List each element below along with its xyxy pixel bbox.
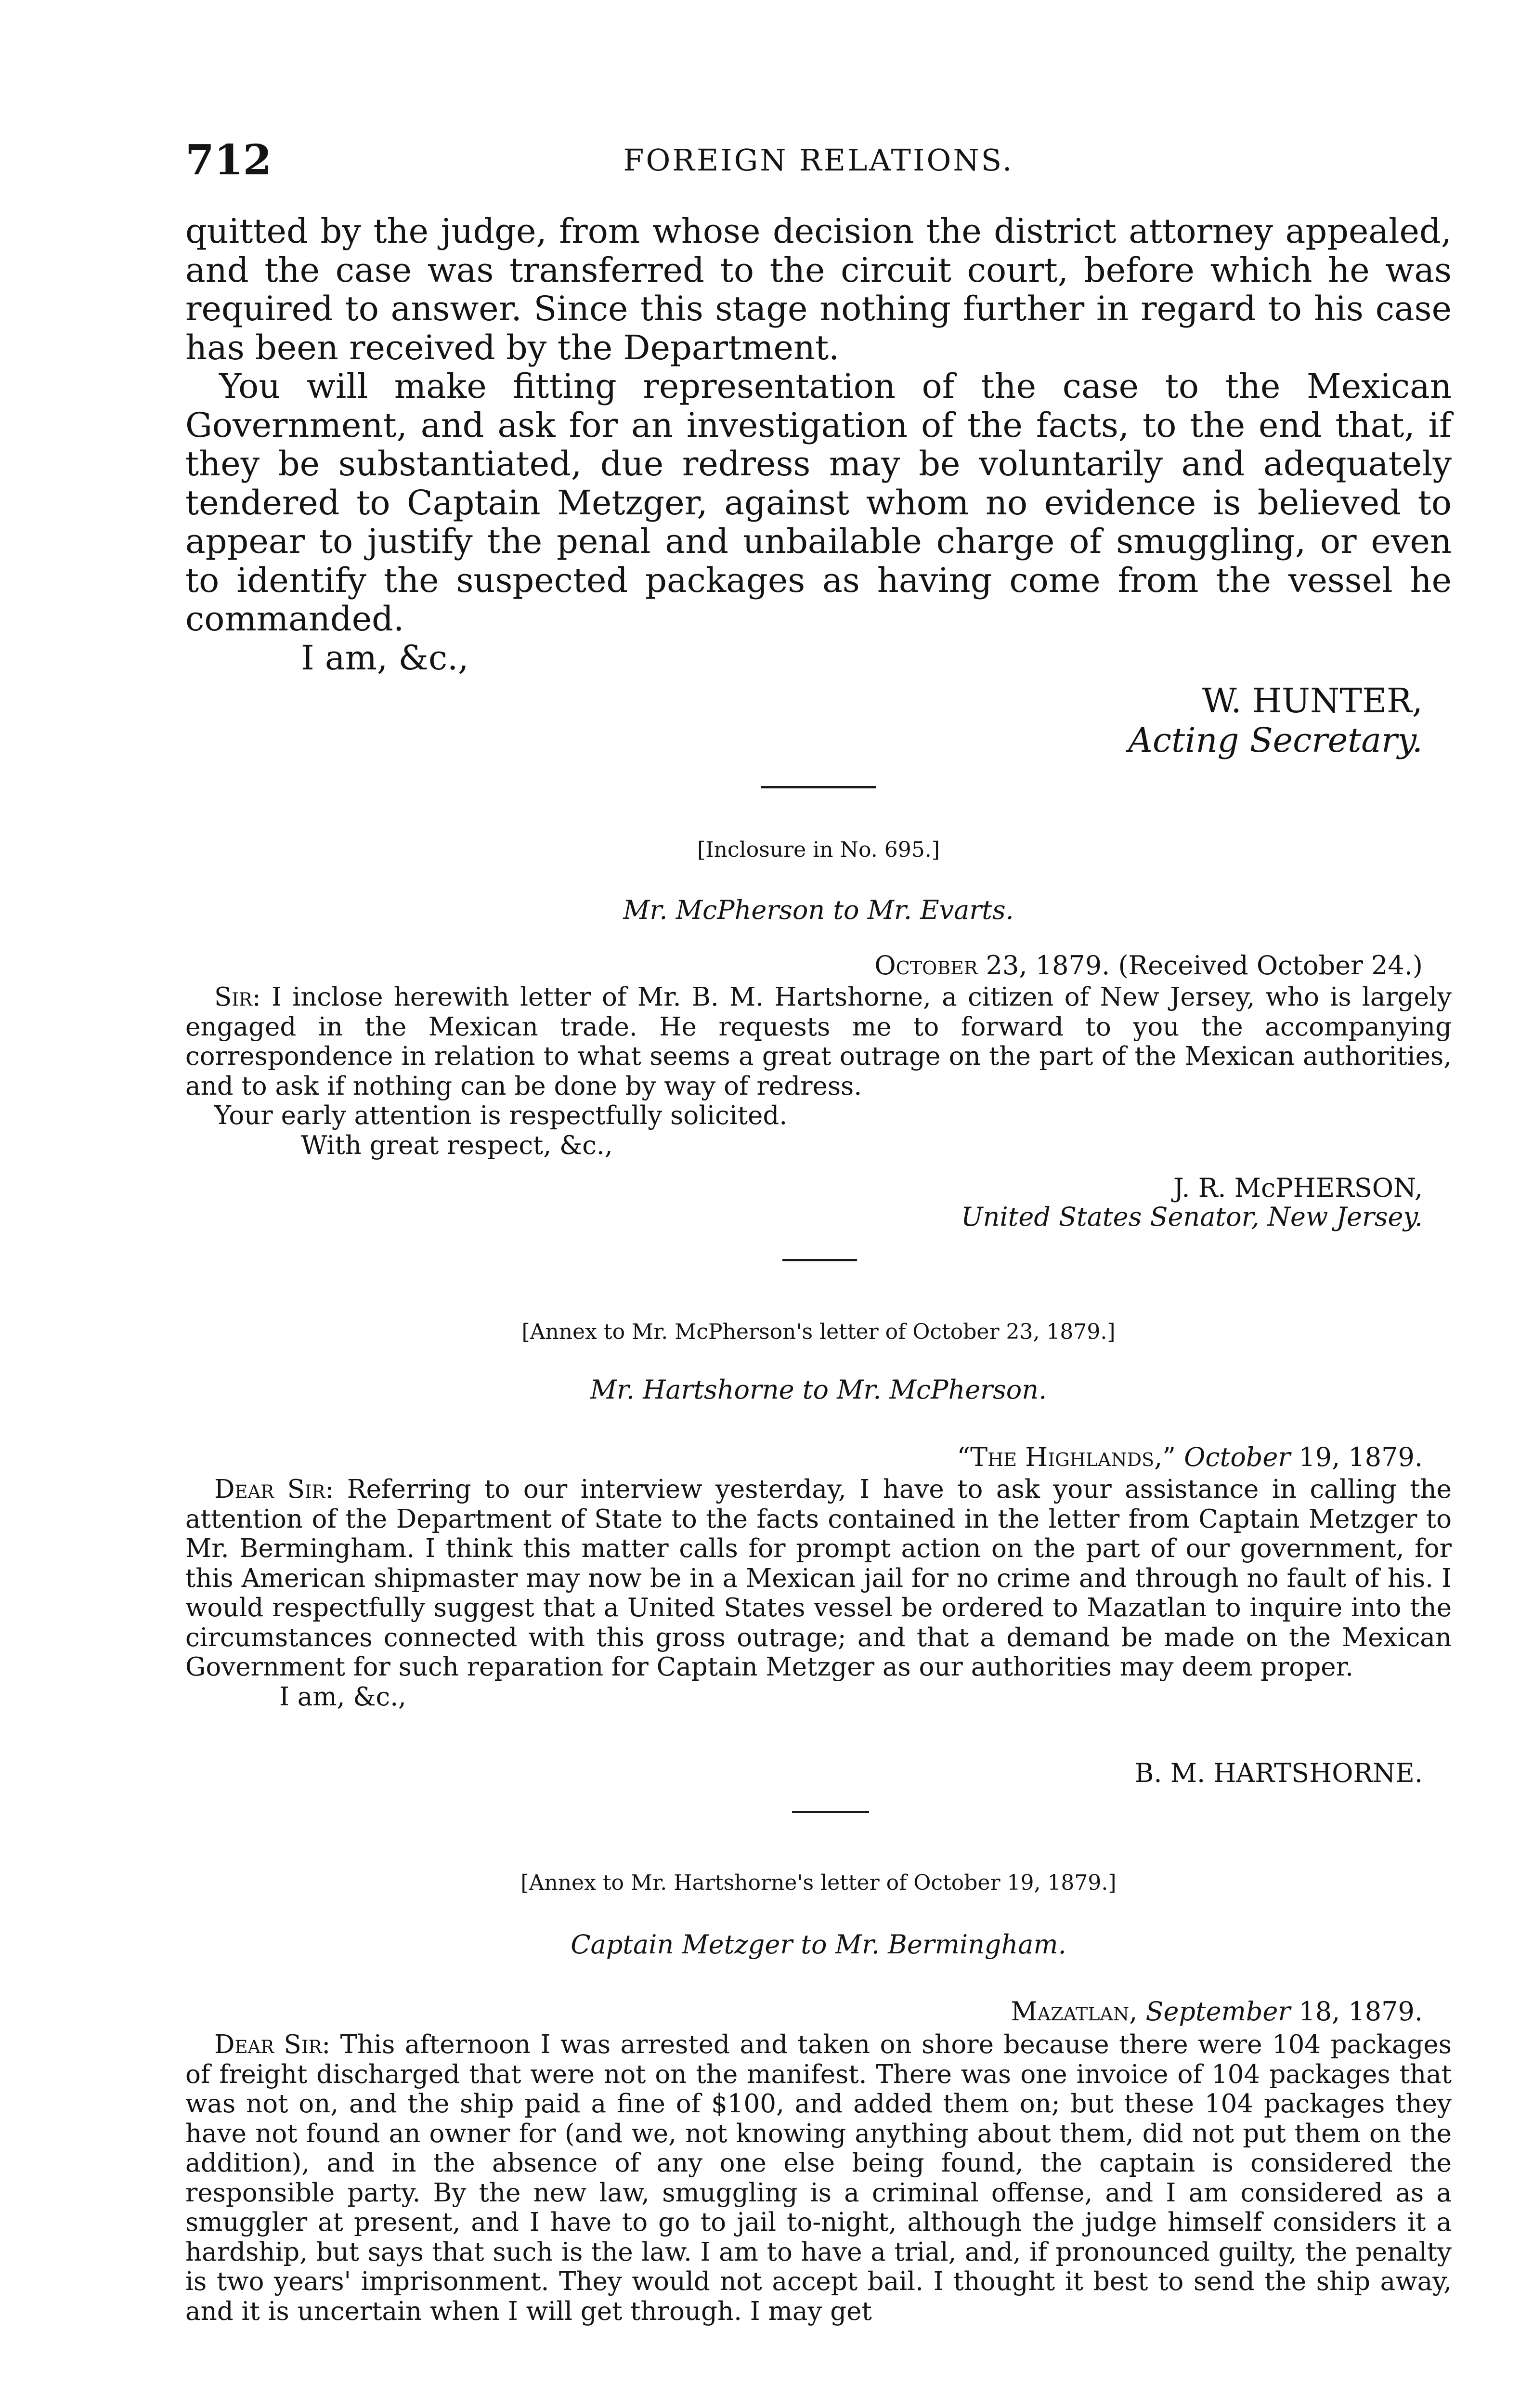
letter-3-text: Referring to our interview yesterday, I have to ask your assistance in calling the attention of the Department of State to the facts contained in the letter from Captain Metzger to Mr. Bermingham. I think this matter calls for prompt action on the part of our government, for this American shipmaster may now be in a Mexican jail for no crime and through no fault of his. I would respectfully suggest that a United States vessel be ordered to Mazatlan to inquire into the circumstances connected with this gross outrage; and that a demand be made on the Mexican Government for such reparation for Captain Metzger as our authorities may deem proper. — [185, 1475, 1452, 1682]
enclosure-note-695: [Inclosure in No. 695.] — [697, 838, 940, 862]
letter-3-paragraph — [185, 1475, 1452, 1682]
letter-4-date-rest: 18, 1879. — [1290, 1996, 1423, 2027]
letter-2-date-rest: 23, 1879. (Received October 24.) — [977, 950, 1423, 981]
letter-2-heading: Mr. McPherson to Mr. Evarts. — [623, 895, 1014, 925]
letter-1-signature-name: W. HUNTER, — [1202, 681, 1423, 720]
letter-2-dateline — [185, 951, 1423, 980]
letter-4-date-month: September — [1137, 1996, 1291, 2027]
letter-4-body — [185, 2030, 1452, 2326]
letter-4-salutation: Dear Sir: — [214, 2030, 331, 2059]
annex-note-mcpherson: [Annex to Mr. McPherson's letter of October 23, 1879.] — [521, 1320, 1116, 1344]
letter-4-paragraph — [185, 2030, 1452, 2326]
letter-4-text: This afternoon I was arrested and taken on shore because there were 104 packages of freight discharged that were not on the manifest. There was one invoice of 104 packages that was not on, and the ship paid a fine of $100, and added them on; but these 104 packages they have not found an owner for (and we, not knowing anything about them, did not put them on the addition), and in the absence of any one else being found, the captain is considered the responsible party. By the new law, smuggling is a criminal offense, and I am considered as a smuggler at present, and I have to go to jail to-night, although the judge himself considers it a hardship, but says that such is the law. I am to have a trial, and, if pronounced guilty, the penalty is two years' imprisonment. They would not accept bail. I thought it best to send the ship away, and it is uncertain when I will get through. I may get — [185, 2030, 1452, 2326]
section-divider — [761, 786, 876, 788]
letter-2-signature-name: J. R. McPHERSON, — [1173, 1173, 1423, 1203]
letter-2-date-month: October — [874, 950, 978, 981]
letter-2-body — [185, 982, 1452, 1160]
letter-4-place: Mazatlan, — [1011, 1996, 1138, 2027]
letter-3-dateline — [185, 1443, 1423, 1472]
running-header — [185, 134, 1452, 187]
letter-2-text: I inclose herewith letter of Mr. B. M. Hartshorne, a citizen of New Jersey, who is largely engaged in the Mexican trade. He requests me to forward to you the accompanying correspondence in relation to what seems a great outrage on the part of the Mexican authorities, and to ask if nothing can be done by way of redress. — [185, 982, 1452, 1101]
letter-3-date-rest: 19, 1879. — [1290, 1442, 1423, 1472]
letter-3-signature-name: B. M. HARTSHORNE. — [1134, 1758, 1423, 1788]
letter-1-body — [185, 212, 1452, 677]
letter-2-salutation: Sir: — [214, 982, 261, 1012]
section-divider — [792, 1811, 869, 1813]
letter-4-heading: Captain Metzger to Mr. Bermingham. — [571, 1929, 1066, 1960]
letter-3-heading: Mr. Hartshorne to Mr. McPherson. — [590, 1374, 1047, 1405]
page-number: 712 — [185, 136, 272, 184]
letter-2-paragraph-1 — [185, 982, 1452, 1101]
letter-3-place: “The Highlands,” — [957, 1442, 1176, 1472]
letter-3-closing: I am, &c., — [279, 1682, 406, 1712]
letter-3-body — [185, 1475, 1452, 1712]
letter-1-paragraph-2: You will make fitting representation of the case to the Mexican Government, and ask for an investigation of the facts, to the end that, if they be substantiated, due redress may be voluntarily and adequately tendered to Captain Metzger, against whom no evidence is believed to appear to justify the penal and unbailable charge of smuggling, or even to identify the suspected packages as having come from the vessel he commanded. — [185, 366, 1452, 639]
letter-4-dateline — [185, 1997, 1423, 2026]
letter-2-paragraph-2: Your early attention is respectfully solicited. — [214, 1101, 788, 1130]
letter-1-paragraph-1: quitted by the judge, from whose decision the district attorney appealed, and the case was transferred to the circuit court, before which he was required to answer. Since this stage nothing further in regard to his case has been received by the Department. — [185, 211, 1452, 367]
letter-2-closing: With great respect, &c., — [301, 1130, 613, 1160]
letter-3-salutation: Dear Sir: — [214, 1475, 334, 1504]
annex-note-hartshorne: [Annex to Mr. Hartshorne's letter of October 19, 1879.] — [520, 1871, 1117, 1895]
letter-2-signature-title: United States Senator, New Jersey. — [961, 1202, 1423, 1232]
letter-1-closing: I am, &c., — [301, 638, 469, 678]
section-divider — [782, 1259, 857, 1261]
letter-3-date-month: October — [1175, 1442, 1291, 1472]
letter-1-signature-title: Acting Secretary. — [1128, 720, 1423, 760]
running-title: FOREIGN RELATIONS. — [623, 143, 1014, 178]
